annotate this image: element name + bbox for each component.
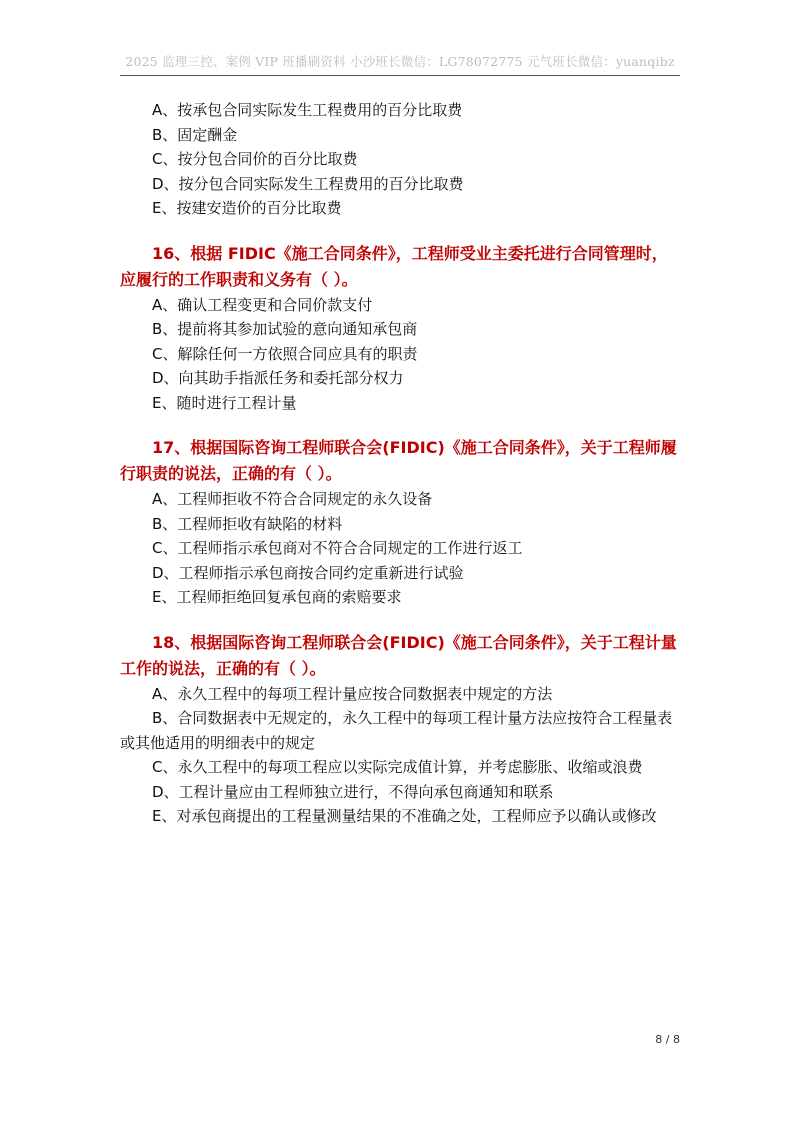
q16-option-b: B、提前将其参加试验的意向通知承包商 [152, 320, 418, 338]
q18-option-e: E、对承包商提出的工程量测量结果的不准确之处，工程师应予以确认或修改 [152, 807, 657, 825]
question-17-title: 17、根据国际咨询工程师联合会(FIDIC)《施工合同条件》，关于工程师履行职责的说法，正确的有（ ）。 [120, 438, 677, 483]
document-body [120, 98, 682, 829]
q15-option-a: A、按承包合同实际发生工程费用的百分比取费 [152, 101, 463, 119]
q18-option-d: D、工程计量应由工程师独立进行，不得向承包商通知和联系 [152, 782, 554, 801]
question-18-title: 18、根据国际咨询工程师联合会(FIDIC)《施工合同条件》，关于工程计量工作的说法，正确的有（ ）。 [120, 632, 677, 678]
q15-option-d: D、按分包合同实际发生工程费用的百分比取费 [152, 174, 464, 193]
q18-option-c: C、永久工程中的每项工程应以实际完成值计算，并考虑膨胀、收缩或浪费 [152, 758, 643, 776]
q17-option-a: A、工程师拒收不符合合同规定的永久设备 [152, 490, 433, 508]
q16-option-e: E、随时进行工程计量 [152, 393, 297, 412]
q17-option-c: C、工程师指示承包商对不符合合同规定的工作进行返工 [152, 539, 523, 557]
q15-option-c: C、按分包合同价的百分比取费 [152, 150, 358, 168]
q15-option-e: E、按建安造价的百分比取费 [152, 199, 342, 217]
page-number: 8 / 8 [655, 1033, 680, 1046]
header-divider [120, 75, 680, 76]
q16-option-a: A、确认工程变更和合同价款支付 [152, 295, 373, 314]
page-header: 2025 监理三控、案例 VIP 班播刷资料 小沙班长微信：LG78072775 元气班长微信：yuanqibz [125, 54, 675, 69]
q17-option-d: D、工程师指示承包商按合同约定重新进行试验 [152, 563, 464, 582]
q15-option-b: B、固定酬金 [152, 125, 238, 144]
question-16-title: 16、根据 FIDIC《施工合同条件》，工程师受业主委托进行合同管理时，应履行的工作职责和义务有（ ）。 [120, 243, 668, 289]
q18-option-b: B、合同数据表中无规定的，永久工程中的每项工程计量方法应按符合工程量表或其他适用的明细表中的规定 [120, 709, 673, 752]
q16-option-c: C、解除任何一方依照合同应具有的职责 [152, 344, 418, 363]
q18-option-a: A、永久工程中的每项工程计量应按合同数据表中规定的方法 [152, 684, 553, 703]
q17-option-b: B、工程师拒收有缺陷的材料 [152, 514, 343, 533]
q17-option-e: E、工程师拒绝回复承包商的索赔要求 [152, 588, 402, 606]
q16-option-d: D、向其助手指派任务和委托部分权力 [152, 369, 404, 387]
